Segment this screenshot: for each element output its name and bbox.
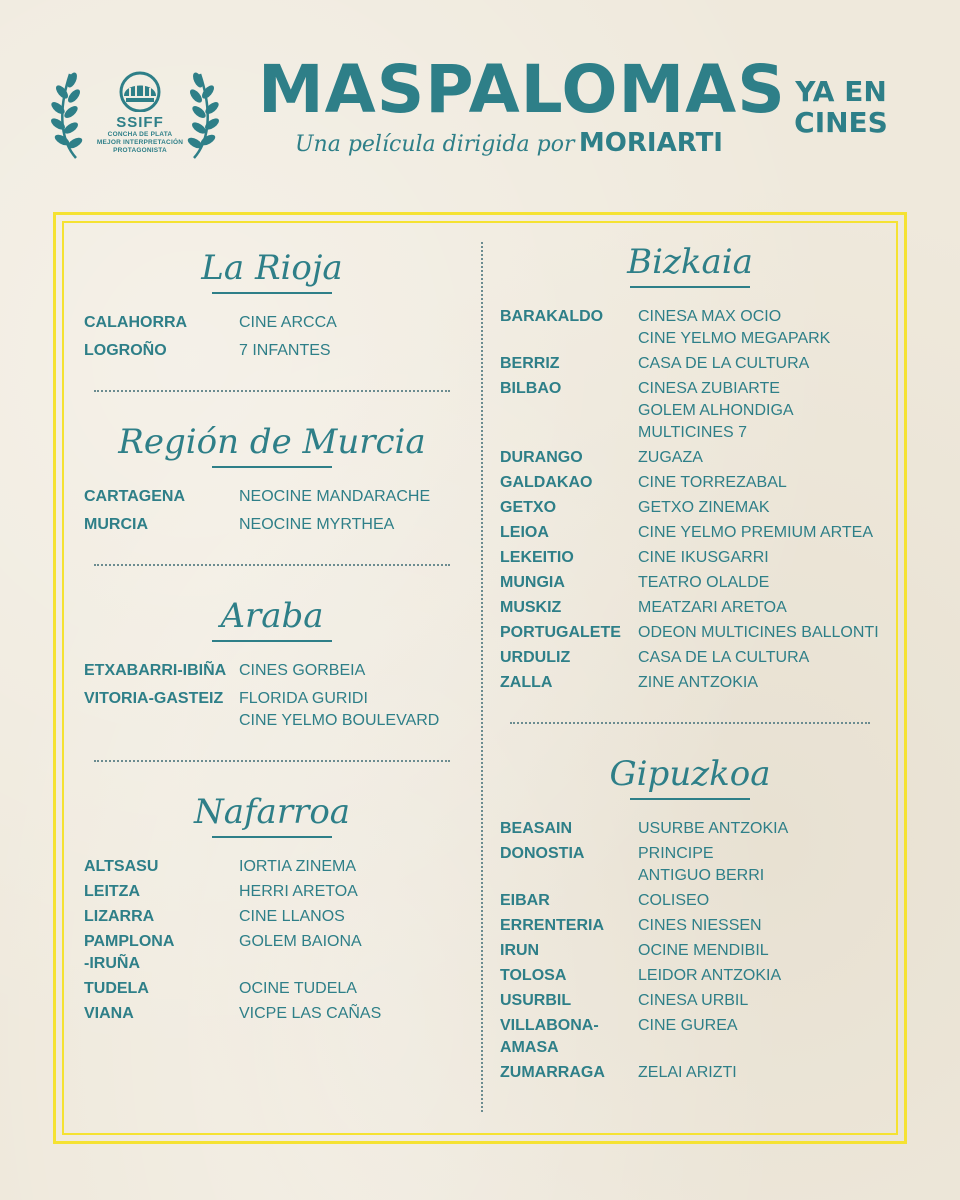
- region-separator: [94, 564, 450, 566]
- venue-row: [500, 353, 880, 375]
- cinema-name: CINES NIESSEN: [638, 917, 762, 934]
- town-name: URDULIZ: [500, 649, 571, 666]
- town-name-line: PAMPLONA: [84, 933, 175, 950]
- cinema-name: CINE LLANOS: [239, 908, 345, 925]
- town-name: EIBAR: [500, 892, 550, 909]
- venue-row: [500, 378, 880, 444]
- region-la-rioja: [84, 244, 460, 362]
- cinema-name: CINE YELMO MEGAPARK: [638, 330, 831, 347]
- venue-row: [500, 1015, 880, 1059]
- venue-row: [84, 1003, 460, 1025]
- venue-row: [84, 906, 460, 928]
- director-name: MORIARTI: [578, 128, 723, 158]
- title-underline: [630, 286, 750, 288]
- right-column: [500, 238, 880, 1087]
- town-name: [84, 931, 239, 975]
- region-title: Gipuzkoa: [609, 754, 771, 794]
- region-title: Araba: [220, 596, 324, 636]
- cinema-name: CINES GORBEIA: [239, 662, 366, 679]
- venue-row: [500, 622, 880, 644]
- region-araba: [84, 592, 460, 732]
- venue-row: [500, 306, 880, 350]
- cinema-name: GOLEM ALHONDIGA: [638, 402, 794, 419]
- cinema-name: OCINE MENDIBIL: [638, 942, 769, 959]
- town-name: GALDAKAO: [500, 474, 593, 491]
- region-gipuzkoa: [500, 750, 880, 1084]
- cinema-name: CINE YELMO BOULEVARD: [239, 712, 440, 729]
- region-title: Bizkaia: [627, 242, 753, 282]
- venue-row: [500, 572, 880, 594]
- region-nafarroa: [84, 788, 460, 1025]
- town-name: [500, 1015, 638, 1059]
- venue-row: [500, 447, 880, 469]
- festival-name: SSIFF: [116, 114, 164, 131]
- cinema-name: 7 INFANTES: [239, 342, 331, 359]
- town-name: ZALLA: [500, 674, 553, 691]
- town-name: GETXO: [500, 499, 557, 516]
- cinema-name: USURBE ANTZOKIA: [638, 820, 789, 837]
- cinema-name: ZUGAZA: [638, 449, 703, 466]
- venue-row: [500, 890, 880, 912]
- cinema-name: IORTIA ZINEMA: [239, 858, 357, 875]
- laurel-right-icon: [184, 70, 220, 160]
- cinema-name: CINESA MAX OCIO: [638, 308, 782, 325]
- cinema-name: NEOCINE MYRTHEA: [239, 516, 395, 533]
- venue-row: [84, 881, 460, 903]
- release-line: YA EN: [795, 75, 887, 108]
- town-name: MUNGIA: [500, 574, 565, 591]
- venue-row: [84, 486, 460, 508]
- cinema-name: CINE GUREA: [638, 1017, 738, 1034]
- venue-row: [84, 688, 460, 732]
- column-divider: [481, 242, 483, 1112]
- town-name: VIANA: [84, 1005, 134, 1022]
- cinema-name: CINESA URBIL: [638, 992, 749, 1009]
- town-name-line: AMASA: [500, 1039, 559, 1056]
- cinema-name: COLISEO: [638, 892, 710, 909]
- laurel-left-icon: [50, 70, 86, 160]
- town-name: CARTAGENA: [84, 488, 186, 505]
- cinema-name: GOLEM BAIONA: [239, 933, 362, 950]
- venue-row: [500, 818, 880, 840]
- award-line: CONCHA DE PLATA: [107, 131, 173, 138]
- town-name: ZUMARRAGA: [500, 1064, 605, 1081]
- town-name: CALAHORRA: [84, 314, 188, 331]
- town-name: MURCIA: [84, 516, 148, 533]
- region-separator: [94, 390, 450, 392]
- venue-row: [84, 312, 460, 334]
- venue-row: [500, 647, 880, 669]
- town-name: TOLOSA: [500, 967, 567, 984]
- shell-icon: [112, 68, 168, 112]
- town-name: ETXABARRI-IBIÑA: [84, 662, 227, 679]
- release-line: CINES: [794, 106, 888, 139]
- venue-row: [500, 940, 880, 962]
- cinema-name: FLORIDA GURIDI: [239, 690, 368, 707]
- cinema-name: ANTIGUO BERRI: [638, 867, 765, 884]
- left-column: [84, 244, 460, 1028]
- cinema-name: CINE IKUSGARRI: [638, 549, 769, 566]
- region-bizkaia: [500, 238, 880, 694]
- region-title: Nafarroa: [193, 792, 351, 832]
- town-name: MUSKIZ: [500, 599, 562, 616]
- venue-row: [500, 672, 880, 694]
- venue-row: [84, 856, 460, 878]
- region-separator: [510, 722, 870, 724]
- town-name-line: -IRUÑA: [84, 955, 140, 972]
- region-murcia: [84, 418, 460, 536]
- town-name: LEIOA: [500, 524, 549, 541]
- town-name: DURANGO: [500, 449, 583, 466]
- cinema-name: GETXO ZINEMAK: [638, 499, 770, 516]
- town-name: TUDELA: [84, 980, 149, 997]
- title-underline: [212, 640, 332, 642]
- poster-header: [0, 0, 960, 200]
- cinema-name: CASA DE LA CULTURA: [638, 649, 810, 666]
- credit-text: Una película dirigida por: [295, 132, 575, 157]
- town-name: PORTUGALETE: [500, 624, 621, 641]
- town-name: ALTSASU: [84, 858, 159, 875]
- town-name: BILBAO: [500, 380, 562, 397]
- cinema-name: NEOCINE MANDARACHE: [239, 488, 431, 505]
- cinema-name: CINESA ZUBIARTE: [638, 380, 780, 397]
- region-separator: [94, 760, 450, 762]
- festival-award-badge: [92, 68, 188, 155]
- title-underline: [630, 798, 750, 800]
- venue-row: [500, 497, 880, 519]
- venue-row: [500, 1062, 880, 1084]
- cinema-name: CINE TORREZABAL: [638, 474, 787, 491]
- town-name: LEKEITIO: [500, 549, 574, 566]
- award-line: MEJOR INTERPRETACIÓN: [96, 139, 184, 146]
- town-name: BERRIZ: [500, 355, 560, 372]
- release-note: [786, 76, 896, 138]
- town-name: BARAKALDO: [500, 308, 604, 325]
- cinema-name: ODEON MULTICINES BALLONTI: [638, 624, 879, 641]
- town-name: USURBIL: [500, 992, 572, 1009]
- title-underline: [212, 466, 332, 468]
- cinema-name: ZELAI ARIZTI: [638, 1064, 737, 1081]
- town-name: IRUN: [500, 942, 540, 959]
- venue-row: [500, 597, 880, 619]
- venue-row: [500, 547, 880, 569]
- venue-row: [84, 340, 460, 362]
- town-name: LOGROÑO: [84, 342, 167, 359]
- cinema-name: CINE YELMO PREMIUM ARTEA: [638, 524, 874, 541]
- town-name: LEITZA: [84, 883, 140, 900]
- venue-row: [84, 978, 460, 1000]
- town-name: BEASAIN: [500, 820, 573, 837]
- cinema-name: TEATRO OLALDE: [638, 574, 770, 591]
- cinema-name: ZINE ANTZOKIA: [638, 674, 759, 691]
- title-underline: [212, 836, 332, 838]
- venue-row: [500, 965, 880, 987]
- cinema-name: OCINE TUDELA: [239, 980, 357, 997]
- town-name: VITORIA-GASTEIZ: [84, 690, 224, 707]
- region-title: Región de Murcia: [118, 422, 426, 462]
- venue-row: [500, 522, 880, 544]
- cinema-name: CINE ARCCA: [239, 314, 337, 331]
- cinema-name: MULTICINES 7: [638, 424, 748, 441]
- venue-row: [500, 472, 880, 494]
- region-title: La Rioja: [201, 248, 343, 288]
- town-name: LIZARRA: [84, 908, 155, 925]
- venue-row: [84, 931, 460, 975]
- cinema-name: LEIDOR ANTZOKIA: [638, 967, 782, 984]
- venue-row: [500, 843, 880, 887]
- cinema-name: PRINCIPE: [638, 845, 714, 862]
- cinema-name: CASA DE LA CULTURA: [638, 355, 810, 372]
- venue-row: [500, 990, 880, 1012]
- venue-row: [84, 514, 460, 536]
- director-credit: [262, 128, 756, 158]
- venue-row: [500, 915, 880, 937]
- town-name-line: VILLABONA-: [500, 1017, 599, 1034]
- cinema-name: MEATZARI ARETOA: [638, 599, 787, 616]
- movie-title: MASPALOMAS: [258, 51, 786, 128]
- town-name: DONOSTIA: [500, 845, 585, 862]
- venue-row: [84, 660, 460, 682]
- award-line: PROTAGONISTA: [113, 147, 167, 154]
- title-underline: [212, 292, 332, 294]
- cinema-name: HERRI ARETOA: [239, 883, 358, 900]
- town-name: ERRENTERIA: [500, 917, 605, 934]
- cinema-name: VICPE LAS CAÑAS: [239, 1005, 382, 1022]
